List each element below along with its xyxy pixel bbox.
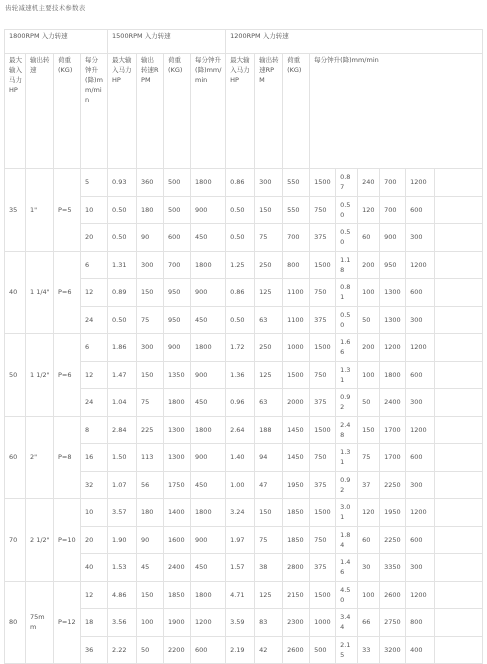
table-cell: 6 [81,251,108,279]
table-cell: 1350 [164,361,191,389]
table-cell: 125 [255,581,283,609]
table-cell: 0.81 [336,279,358,307]
table-cell: 2150 [283,581,310,609]
table-cell: 0.89 [108,279,137,307]
table-cell: 225 [137,416,164,444]
table-cell: 800 [283,251,310,279]
table-cell: 100 [137,609,164,637]
table-cell: 12 [81,581,108,609]
table-cell: 950 [164,306,191,334]
table-cell: 18 [81,609,108,637]
table-cell: 360 [137,169,164,197]
table-cell: 33 [358,636,380,664]
table-cell: 75 [255,224,283,252]
table-cell: 300 [406,471,435,499]
output-shaft-cell: 75mm [26,581,54,664]
table-cell: 12 [81,361,108,389]
table-cell: 1300 [164,444,191,472]
table-cell: 900 [164,334,191,362]
table-row [5,499,483,527]
col-header: 最大输入马力HP [5,54,26,169]
table-cell: 300 [137,334,164,362]
group-header-1500: 1500RPM 入力转速 [108,30,226,54]
table-cell: 100 [358,361,380,389]
table-cell: 900 [380,224,406,252]
table-cell: 1800 [191,581,226,609]
table-cell: 1800 [191,169,226,197]
col-header: 荷重(KG) [283,54,310,169]
table-cell: 1850 [283,499,310,527]
table-cell: 150 [137,581,164,609]
table-cell: 2400 [380,389,406,417]
col-header: 荷重(KG) [54,54,81,169]
table-cell: 450 [191,471,226,499]
table-cell: 900 [191,444,226,472]
table-cell: 500 [164,196,191,224]
table-cell: 1.25 [226,251,255,279]
empty-cell [435,416,483,444]
table-cell: 1200 [406,169,435,197]
table-cell: 180 [137,196,164,224]
table-cell: 3.44 [336,609,358,637]
table-cell: 113 [137,444,164,472]
table-cell: 1700 [380,444,406,472]
table-cell: 1.53 [108,554,137,582]
empty-cell [435,279,483,307]
empty-cell [435,224,483,252]
table-cell: 1200 [406,251,435,279]
col-header: 输出转速 [26,54,54,169]
table-cell: 250 [255,251,283,279]
table-cell: 47 [255,471,283,499]
table-cell: 250 [255,334,283,362]
table-cell: 900 [191,196,226,224]
header-group-row [5,30,483,54]
empty-cell [435,169,483,197]
table-cell: 1850 [283,526,310,554]
table-cell: 1.36 [226,361,255,389]
col-header: 每分钟升(降)mm/min [191,54,226,169]
table-cell: 1850 [164,581,191,609]
table-cell: 1.18 [336,251,358,279]
load-cell: P=10 [54,499,81,582]
table-cell: 300 [406,224,435,252]
table-cell: 2.15 [336,636,358,664]
table-cell: 180 [137,499,164,527]
table-cell: 450 [191,554,226,582]
table-cell: 63 [255,389,283,417]
table-cell: 0.96 [226,389,255,417]
empty-cell [435,526,483,554]
col-header: 最大输入马力HP [108,54,137,169]
table-cell: 6 [81,334,108,362]
table-cell: 0.50 [108,224,137,252]
table-cell: 600 [406,361,435,389]
output-shaft-cell: 1 1/4" [26,251,54,334]
max-hp-cell: 35 [5,169,26,252]
table-cell: 1500 [310,251,336,279]
table-cell: 125 [255,361,283,389]
group-header-1200: 1200RPM 入力转速 [226,30,483,54]
table-cell: 42 [255,636,283,664]
table-cell: 2750 [380,609,406,637]
empty-cell [435,196,483,224]
table-cell: 300 [137,251,164,279]
table-cell: 50 [358,306,380,334]
table-cell: 20 [81,526,108,554]
table-cell: 1900 [164,609,191,637]
table-cell: 600 [406,444,435,472]
table-cell: 550 [283,196,310,224]
table-cell: 1200 [406,581,435,609]
table-cell: 1450 [283,444,310,472]
max-hp-cell: 60 [5,416,26,499]
table-cell: 400 [406,636,435,664]
table-cell: 32 [81,471,108,499]
table-cell: 36 [81,636,108,664]
table-cell: 900 [191,361,226,389]
max-hp-cell: 50 [5,334,26,417]
table-cell: 1000 [310,609,336,637]
table-cell: 0.50 [108,196,137,224]
table-cell: 90 [137,224,164,252]
table-cell: 45 [137,554,164,582]
empty-cell [435,471,483,499]
table-cell: 1000 [283,334,310,362]
table-cell: 1300 [380,306,406,334]
table-cell: 3350 [380,554,406,582]
table-cell: 550 [283,169,310,197]
table-cell: 3200 [380,636,406,664]
col-header: 输出转速RPM [255,54,283,169]
table-cell: 1800 [191,334,226,362]
table-cell: 375 [310,306,336,334]
table-cell: 1200 [406,499,435,527]
table-cell: 83 [255,609,283,637]
table-cell: 1200 [191,609,226,637]
table-cell: 750 [310,526,336,554]
table-cell: 1450 [283,416,310,444]
table-cell: 0.86 [226,169,255,197]
table-cell: 2250 [380,526,406,554]
table-cell: 150 [255,196,283,224]
table-cell: 1300 [380,279,406,307]
table-cell: 3.24 [226,499,255,527]
table-cell: 1100 [283,279,310,307]
table-cell: 300 [406,554,435,582]
empty-cell [435,554,483,582]
table-cell: 600 [406,526,435,554]
table-cell: 3.59 [226,609,255,637]
spec-table [4,29,483,664]
load-cell: P=8 [54,416,81,499]
table-cell: 3.56 [108,609,137,637]
table-cell: 375 [310,224,336,252]
table-cell: 375 [310,389,336,417]
table-cell: 1600 [164,526,191,554]
load-cell: P=5 [54,169,81,252]
table-cell: 0.86 [226,279,255,307]
table-cell: 150 [358,416,380,444]
table-cell: 0.92 [336,389,358,417]
table-cell: 2.84 [108,416,137,444]
table-cell: 10 [81,499,108,527]
max-hp-cell: 80 [5,581,26,664]
table-cell: 125 [255,279,283,307]
table-cell: 1500 [283,361,310,389]
table-cell: 1.86 [108,334,137,362]
table-cell: 450 [191,389,226,417]
table-cell: 1800 [164,389,191,417]
table-cell: 2300 [283,609,310,637]
table-cell: 750 [310,196,336,224]
table-cell: 1.04 [108,389,137,417]
empty-cell [435,306,483,334]
table-cell: 75 [255,526,283,554]
table-cell: 20 [81,224,108,252]
table-cell: 37 [358,471,380,499]
table-row [5,416,483,444]
table-cell: 3.57 [108,499,137,527]
table-cell: 30 [358,554,380,582]
table-cell: 1500 [310,581,336,609]
max-hp-cell: 40 [5,251,26,334]
table-cell: 0.50 [336,224,358,252]
table-cell: 4.86 [108,581,137,609]
table-row [5,251,483,279]
empty-cell [435,389,483,417]
table-cell: 1500 [310,169,336,197]
col-header: 输出转速RPM [137,54,164,169]
table-cell: 750 [310,279,336,307]
table-cell: 3.01 [336,499,358,527]
table-cell: 0.87 [336,169,358,197]
table-cell: 450 [191,224,226,252]
table-cell: 950 [380,251,406,279]
table-cell: 38 [255,554,283,582]
empty-cell [435,334,483,362]
table-cell: 10 [81,196,108,224]
table-row [5,334,483,362]
table-cell: 300 [255,169,283,197]
table-cell: 5 [81,169,108,197]
table-cell: 1.31 [108,251,137,279]
table-cell: 200 [358,334,380,362]
table-cell: 1700 [380,416,406,444]
empty-cell [435,499,483,527]
page-title: 齿轮减速机主要技术参数表 [5,4,86,12]
table-cell: 50 [137,636,164,664]
table-cell: 2.64 [226,416,255,444]
table-cell: 1.97 [226,526,255,554]
table-cell: 240 [358,169,380,197]
table-cell: 700 [164,251,191,279]
table-cell: 600 [191,636,226,664]
table-cell: 1400 [164,499,191,527]
table-cell: 375 [310,471,336,499]
table-cell: 500 [310,636,336,664]
table-cell: 1.84 [336,526,358,554]
table-cell: 1800 [380,361,406,389]
table-cell: 1950 [380,499,406,527]
table-cell: 1.00 [226,471,255,499]
col-header: 最大输入马力HP [226,54,255,169]
table-cell: 4.71 [226,581,255,609]
table-cell: 300 [406,389,435,417]
table-cell: 1800 [191,251,226,279]
table-cell: 2000 [283,389,310,417]
empty-cell [435,361,483,389]
table-cell: 0.50 [108,306,137,334]
header-column-row [5,54,483,169]
table-cell: 100 [358,279,380,307]
table-cell: 1.46 [336,554,358,582]
table-cell: 12 [81,279,108,307]
table-cell: 40 [81,554,108,582]
table-cell: 90 [137,526,164,554]
table-cell: 24 [81,389,108,417]
table-cell: 75 [137,389,164,417]
table-cell: 0.50 [226,224,255,252]
table-cell: 1.66 [336,334,358,362]
table-cell: 950 [164,279,191,307]
empty-cell [435,609,483,637]
table-cell: 375 [310,554,336,582]
table-cell: 1800 [191,499,226,527]
table-cell: 900 [191,526,226,554]
table-cell: 188 [255,416,283,444]
table-cell: 75 [358,444,380,472]
table-cell: 8 [81,416,108,444]
table-cell: 2600 [380,581,406,609]
table-cell: 1.57 [226,554,255,582]
load-cell: P=6 [54,334,81,417]
load-cell: P=6 [54,251,81,334]
group-header-1800: 1800RPM 入力转速 [5,30,108,54]
table-cell: 56 [137,471,164,499]
table-cell: 700 [380,169,406,197]
table-cell: 500 [164,169,191,197]
table-row [5,581,483,609]
table-cell: 200 [358,251,380,279]
table-cell: 16 [81,444,108,472]
table-cell: 50 [358,389,380,417]
table-cell: 2250 [380,471,406,499]
table-cell: 120 [358,196,380,224]
table-cell: 2400 [164,554,191,582]
load-cell: P=12 [54,581,81,664]
table-cell: 150 [255,499,283,527]
table-cell: 2.48 [336,416,358,444]
empty-cell [435,444,483,472]
table-cell: 0.50 [226,196,255,224]
table-cell: 1.40 [226,444,255,472]
output-shaft-cell: 2" [26,416,54,499]
output-shaft-cell: 1" [26,169,54,252]
table-cell: 100 [358,581,380,609]
table-cell: 2800 [283,554,310,582]
table-cell: 75 [137,306,164,334]
table-cell: 1.47 [108,361,137,389]
table-cell: 600 [406,279,435,307]
table-cell: 0.50 [336,306,358,334]
table-cell: 1750 [164,471,191,499]
table-cell: 0.92 [336,471,358,499]
table-cell: 1950 [283,471,310,499]
table-cell: 2200 [164,636,191,664]
table-cell: 2.19 [226,636,255,664]
table-row [5,169,483,197]
table-cell: 0.50 [226,306,255,334]
output-shaft-cell: 2 1/2" [26,499,54,582]
table-cell: 700 [283,224,310,252]
table-cell: 1500 [310,416,336,444]
table-cell: 0.50 [336,196,358,224]
table-cell: 700 [380,196,406,224]
table-cell: 450 [191,306,226,334]
table-cell: 1.31 [336,361,358,389]
table-cell: 750 [310,444,336,472]
col-header: 每分钟升(降)mm/min [81,54,108,169]
table-cell: 60 [358,224,380,252]
table-cell: 2600 [283,636,310,664]
spec-table-body [5,169,483,664]
max-hp-cell: 70 [5,499,26,582]
table-cell: 1100 [283,306,310,334]
table-cell: 300 [406,306,435,334]
table-cell: 150 [137,361,164,389]
table-cell: 1200 [406,334,435,362]
empty-cell [435,251,483,279]
table-cell: 1500 [310,499,336,527]
table-cell: 1.50 [108,444,137,472]
table-cell: 1.72 [226,334,255,362]
table-cell: 900 [191,279,226,307]
table-cell: 1200 [380,334,406,362]
table-cell: 150 [137,279,164,307]
table-cell: 1200 [406,416,435,444]
table-cell: 2.22 [108,636,137,664]
table-cell: 94 [255,444,283,472]
table-cell: 4.50 [336,581,358,609]
table-cell: 66 [358,609,380,637]
table-cell: 1300 [164,416,191,444]
table-cell: 60 [358,526,380,554]
table-cell: 120 [358,499,380,527]
table-cell: 24 [81,306,108,334]
table-cell: 1.07 [108,471,137,499]
col-header: 每分钟升(降)mm/min [310,54,483,169]
empty-cell [435,581,483,609]
output-shaft-cell: 1 1/2" [26,334,54,417]
table-cell: 63 [255,306,283,334]
col-header: 荷重(KG) [164,54,191,169]
table-cell: 600 [406,196,435,224]
table-cell: 1500 [310,334,336,362]
table-cell: 1.31 [336,444,358,472]
table-cell: 0.93 [108,169,137,197]
table-cell: 750 [310,361,336,389]
table-cell: 800 [406,609,435,637]
table-cell: 1800 [191,416,226,444]
table-cell: 600 [164,224,191,252]
empty-cell [435,636,483,664]
table-cell: 1.90 [108,526,137,554]
